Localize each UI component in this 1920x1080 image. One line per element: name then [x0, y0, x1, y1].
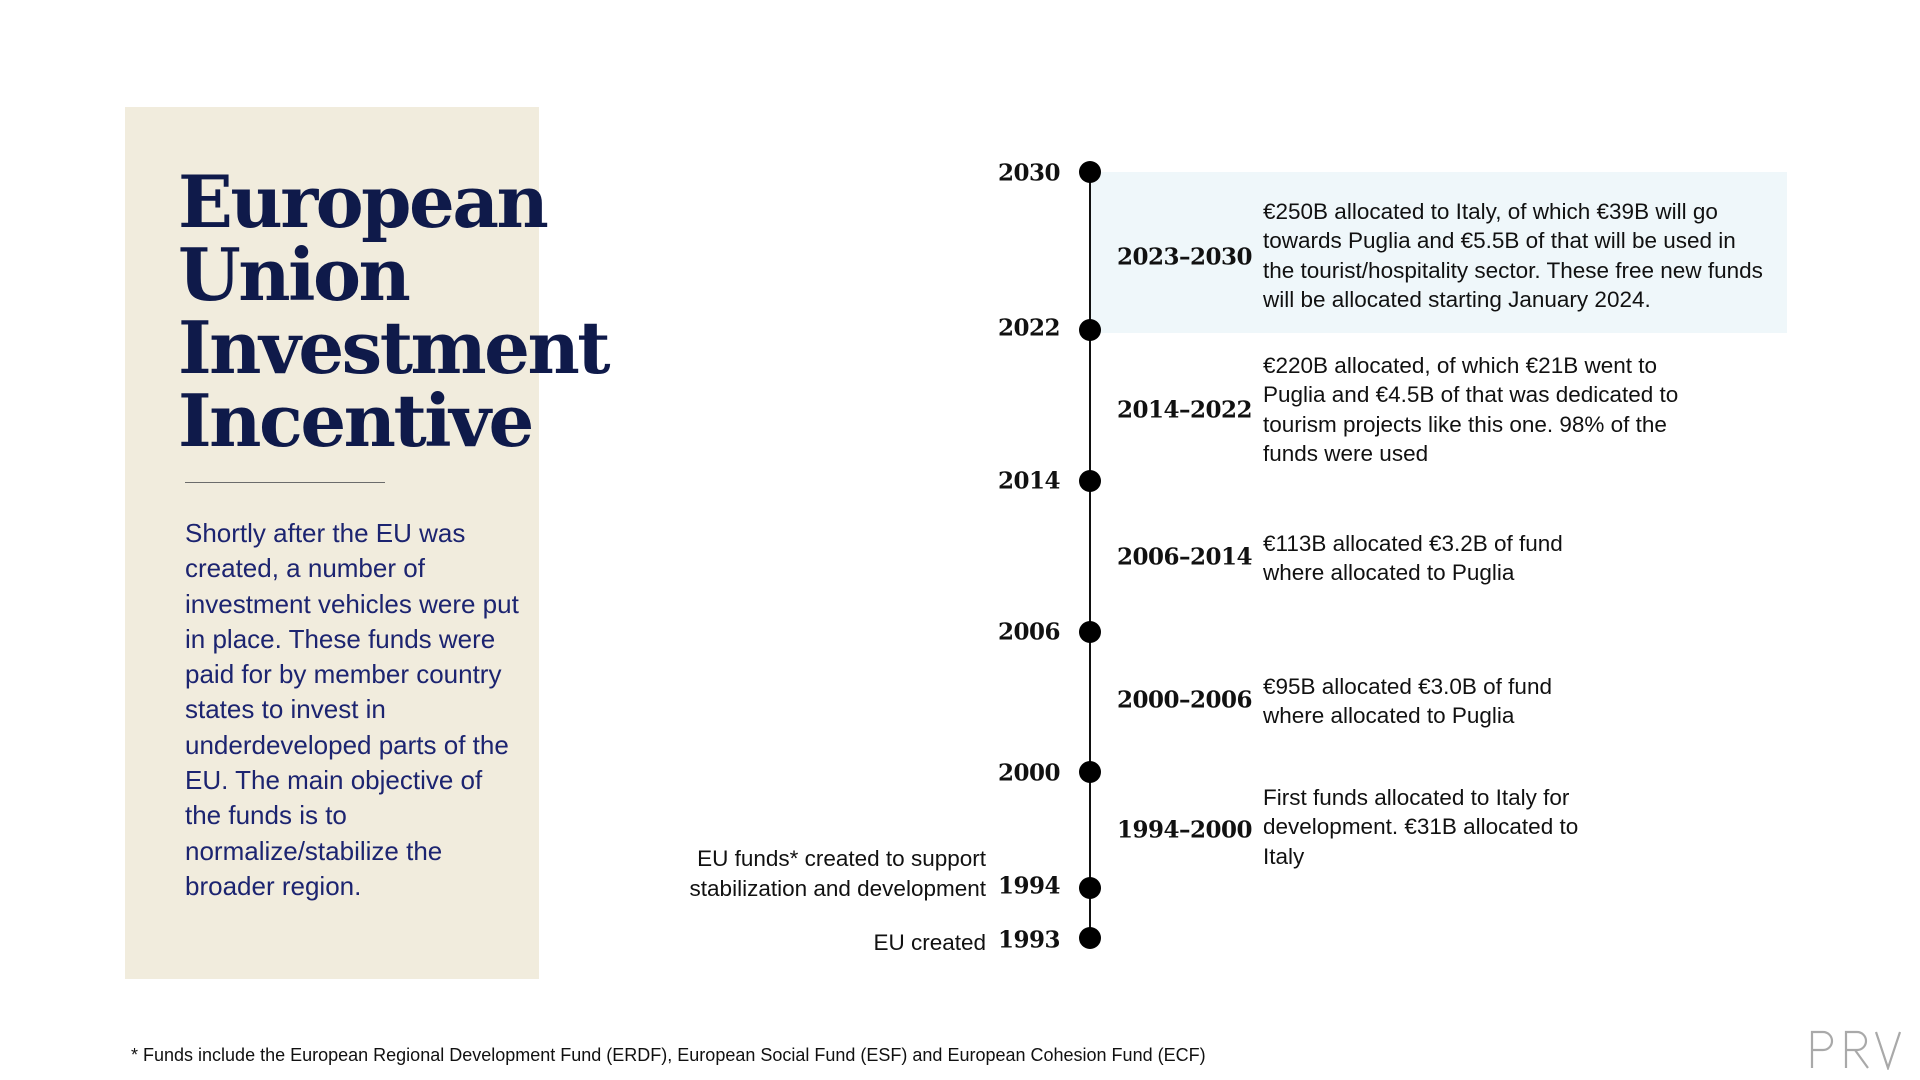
year-label-2030: 2030: [997, 159, 1060, 187]
timeline-axis: [1089, 172, 1091, 935]
year-label-1994: 1994: [997, 872, 1060, 900]
period-label-1994-2000: 1994–2000: [1117, 816, 1253, 844]
prv-logo-icon: [1808, 1030, 1904, 1070]
period-label-2000-2006: 2000–2006: [1117, 686, 1253, 714]
timeline-dot-2000: [1079, 761, 1101, 783]
intro-paragraph: Shortly after the EU was created, a number of investment vehicles were put in place. These funds were paid for by member country states to invest in underdeveloped parts of the EU. The main objective of the funds is to normalize/stabilize the broader region.: [185, 518, 519, 901]
timeline-dot-2014: [1079, 470, 1101, 492]
period-description-2023-2030: €250B allocated to Italy, of which €39B will go towards Puglia and €5.5B of that will be used in the tourist/hospitality sector. These free new funds will be allocated starting January 2024.: [1263, 199, 1763, 312]
year-label-2022: 2022: [997, 314, 1060, 342]
year-label-1993: 1993: [997, 926, 1060, 954]
title-divider: [185, 482, 385, 483]
period-description-2014-2022: €220B allocated, of which €21B went to Puglia and €4.5B of that was dedicated to tourism projects like this one. 98% of the funds were used: [1263, 353, 1679, 466]
page-title: European Union Investment Incentive: [178, 159, 609, 463]
timeline-dot-1993: [1079, 927, 1101, 949]
period-label-2014-2022: 2014–2022: [1117, 396, 1253, 424]
event-label-1993: EU created: [873, 930, 986, 955]
event-label-1994: [666, 844, 986, 903]
timeline-dot-2030: [1079, 161, 1101, 183]
period-description-2006-2014: €113B allocated €3.2B of fund where allocated to Puglia: [1263, 531, 1563, 586]
timeline-dot-1994: [1079, 877, 1101, 899]
event-label-1994-text: EU funds* created to support stabilization and development: [689, 846, 986, 901]
year-label-2000: 2000: [997, 759, 1060, 787]
period-label-2006-2014: 2006–2014: [1117, 543, 1253, 571]
year-label-2006: 2006: [997, 618, 1060, 646]
period-description-2000-2006: €95B allocated €3.0B of fund where allocated to Puglia: [1263, 674, 1552, 729]
period-label-2023-2030: 2023–2030: [1117, 243, 1253, 271]
timeline-dot-2022: [1079, 319, 1101, 341]
period-description-1994-2000: First funds allocated to Italy for development. €31B allocated to Italy: [1263, 785, 1579, 869]
timeline-dot-2006: [1079, 621, 1101, 643]
footnote: * Funds include the European Regional Development Fund (ERDF), European Social Fund (ESF) and European Cohesion Fund (ECF): [131, 1045, 1206, 1065]
year-label-2014: 2014: [997, 467, 1060, 495]
